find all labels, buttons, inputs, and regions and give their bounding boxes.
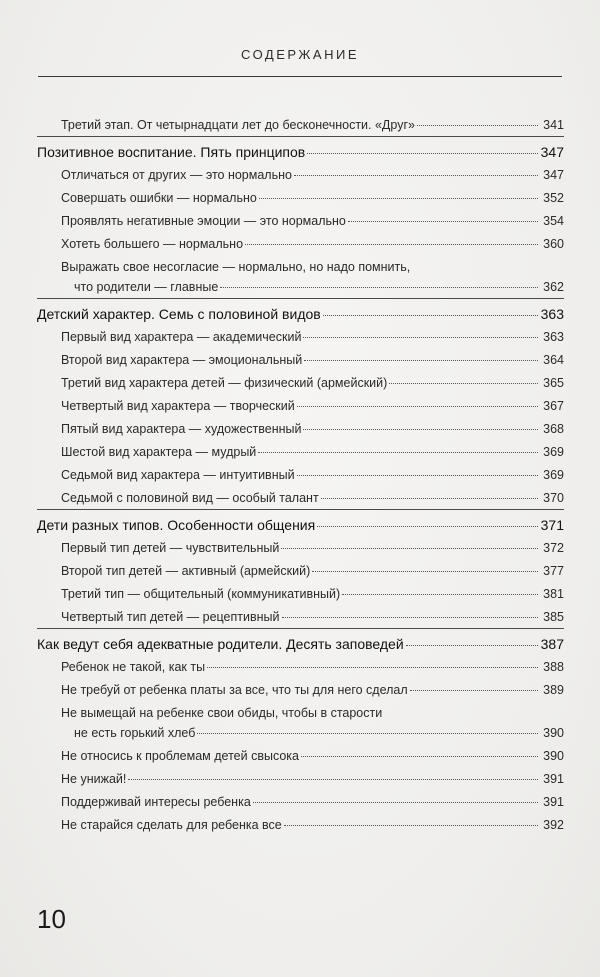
toc-entry <box>37 259 564 295</box>
toc-entry <box>37 329 564 345</box>
toc-entry-title: Первый тип детей — чувствительный <box>61 541 280 555</box>
dot-leader <box>297 475 538 476</box>
toc-page-number: 371 <box>540 517 564 533</box>
toc-entry-title-continued: не есть горький хлеб <box>74 726 196 740</box>
toc-entry-title: Третий вид характера детей — физический (армейский) <box>61 376 388 390</box>
toc-page-number: 354 <box>543 214 564 228</box>
toc-page-number: 389 <box>543 683 564 697</box>
toc-entry-title: Не старайся сделать для ребенка все <box>61 818 282 832</box>
dot-leader <box>301 756 538 757</box>
toc-entry <box>37 586 564 602</box>
toc-chapter-entry <box>37 144 564 160</box>
toc-page-number: 364 <box>543 353 564 367</box>
toc-page-number: 390 <box>543 726 564 740</box>
running-head: СОДЕРЖАНИЕ <box>240 47 359 62</box>
toc-section <box>37 117 564 137</box>
dot-leader <box>258 452 538 453</box>
toc-page-number: 377 <box>543 564 564 578</box>
toc-page-number: 347 <box>540 144 564 160</box>
toc-entry <box>37 659 564 675</box>
dot-leader <box>281 548 538 549</box>
toc-entry-title: Пятый вид характера — художественный <box>61 422 302 436</box>
header-rule <box>38 76 562 77</box>
dot-leader <box>304 360 538 361</box>
toc-entry-title: Второй тип детей — активный (армейский) <box>61 564 311 578</box>
dot-leader <box>197 733 538 734</box>
toc-entry-title: Не вымещай на ребенке свои обиды, чтобы в старости <box>61 706 383 720</box>
toc-page-number: 391 <box>543 772 564 786</box>
dot-leader <box>220 287 538 288</box>
toc-page-number: 365 <box>543 376 564 390</box>
toc-entry <box>37 352 564 368</box>
toc-page-number: 370 <box>543 491 564 505</box>
toc-section <box>37 510 564 629</box>
toc-page-number: 392 <box>543 818 564 832</box>
toc-chapter-entry <box>37 306 564 322</box>
table-of-contents <box>37 110 564 836</box>
toc-page-number: 388 <box>543 660 564 674</box>
toc-entry-title: Четвертый вид характера — творческий <box>61 399 295 413</box>
dot-leader <box>410 690 538 691</box>
toc-entry-title: Хотеть большего — нормально <box>61 237 244 251</box>
dot-leader <box>253 802 538 803</box>
toc-section <box>37 299 564 510</box>
toc-page-number: 368 <box>543 422 564 436</box>
dot-leader <box>342 594 538 595</box>
toc-section <box>37 629 564 836</box>
dot-leader <box>294 175 538 176</box>
toc-chapter-title: Детский характер. Семь с половиной видов <box>37 306 321 322</box>
toc-entry <box>37 236 564 252</box>
toc-entry-title: Не относись к проблемам детей свысока <box>61 749 299 763</box>
toc-entry <box>37 467 564 483</box>
toc-entry <box>37 682 564 698</box>
toc-page-number: 347 <box>543 168 564 182</box>
toc-page-number: 381 <box>543 587 564 601</box>
dot-leader <box>348 221 538 222</box>
toc-entry <box>37 117 564 133</box>
dot-leader <box>284 825 538 826</box>
dot-leader <box>321 498 538 499</box>
toc-section <box>37 137 564 299</box>
toc-entry <box>37 421 564 437</box>
toc-page-number: 367 <box>543 399 564 413</box>
toc-entry <box>37 213 564 229</box>
toc-page-number: 369 <box>543 468 564 482</box>
toc-entry <box>37 375 564 391</box>
dot-leader <box>307 153 538 154</box>
toc-entry <box>37 563 564 579</box>
toc-page-number: 352 <box>543 191 564 205</box>
toc-entry-title: Ребенок не такой, как ты <box>61 660 206 674</box>
toc-entry <box>37 490 564 506</box>
dot-leader <box>282 617 539 618</box>
toc-page-number: 363 <box>543 330 564 344</box>
dot-leader <box>128 779 538 780</box>
toc-entry-title: Выражать свое несогласие — нормально, но надо помнить, <box>61 260 411 274</box>
toc-chapter-title: Дети разных типов. Особенности общения <box>37 517 316 533</box>
toc-entry <box>37 705 564 741</box>
toc-chapter-title: Позитивное воспитание. Пять принципов <box>37 144 306 160</box>
toc-page-number: 387 <box>540 636 564 652</box>
toc-entry-title: Седьмой с половиной вид — особый талант <box>61 491 319 505</box>
dot-leader <box>297 406 538 407</box>
toc-entry <box>37 398 564 414</box>
dot-leader <box>303 429 538 430</box>
dot-leader <box>245 244 538 245</box>
toc-entry-title: Не требуй от ребенка платы за все, что ты для него сделал <box>61 683 408 697</box>
toc-entry <box>37 540 564 556</box>
dot-leader <box>323 315 538 316</box>
toc-entry <box>37 748 564 764</box>
dot-leader <box>389 383 538 384</box>
page-number: 10 <box>37 904 66 934</box>
toc-entry <box>37 190 564 206</box>
dot-leader <box>417 125 538 126</box>
toc-page-number: 363 <box>540 306 564 322</box>
toc-entry-title: Совершать ошибки — нормально <box>61 191 257 205</box>
toc-entry-title-continued: что родители — главные <box>74 280 219 294</box>
toc-entry-title: Проявлять негативные эмоции — это нормально <box>61 214 346 228</box>
toc-page-number: 372 <box>543 541 564 555</box>
dot-leader <box>317 526 538 527</box>
toc-chapter-title: Как ведут себя адекватные родители. Десять заповедей <box>37 636 404 652</box>
toc-entry <box>37 794 564 810</box>
toc-chapter-entry <box>37 636 564 652</box>
toc-entry <box>37 771 564 787</box>
toc-entry-title: Поддерживай интересы ребенка <box>61 795 251 809</box>
toc-entry <box>37 609 564 625</box>
toc-entry <box>37 444 564 460</box>
toc-entry-title: Первый вид характера — академический <box>61 330 302 344</box>
toc-entry-title: Не унижай! <box>61 772 127 786</box>
toc-entry <box>37 167 564 183</box>
toc-page-number: 369 <box>543 445 564 459</box>
toc-entry-title: Третий этап. От четырнадцати лет до бесконечности. «Друг» <box>61 118 415 132</box>
toc-entry-title: Шестой вид характера — мудрый <box>61 445 257 459</box>
dot-leader <box>259 198 538 199</box>
toc-page-number: 390 <box>543 749 564 763</box>
toc-entry-title: Седьмой вид характера — интуитивный <box>61 468 295 482</box>
toc-chapter-entry <box>37 517 564 533</box>
toc-entry-title: Отличаться от других — это нормально <box>61 168 292 182</box>
toc-page-number: 362 <box>543 280 564 294</box>
dot-leader <box>312 571 538 572</box>
toc-page-number: 385 <box>543 610 564 624</box>
toc-entry <box>37 817 564 833</box>
toc-page-number: 341 <box>543 118 564 132</box>
toc-entry-title: Четвертый тип детей — рецептивный <box>61 610 280 624</box>
dot-leader <box>207 667 538 668</box>
dot-leader <box>303 337 538 338</box>
toc-entry-title: Третий тип — общительный (коммуникативный) <box>61 587 341 601</box>
toc-page-number: 360 <box>543 237 564 251</box>
toc-entry-title: Второй вид характера — эмоциональный <box>61 353 303 367</box>
dot-leader <box>406 645 538 646</box>
toc-page-number: 391 <box>543 795 564 809</box>
